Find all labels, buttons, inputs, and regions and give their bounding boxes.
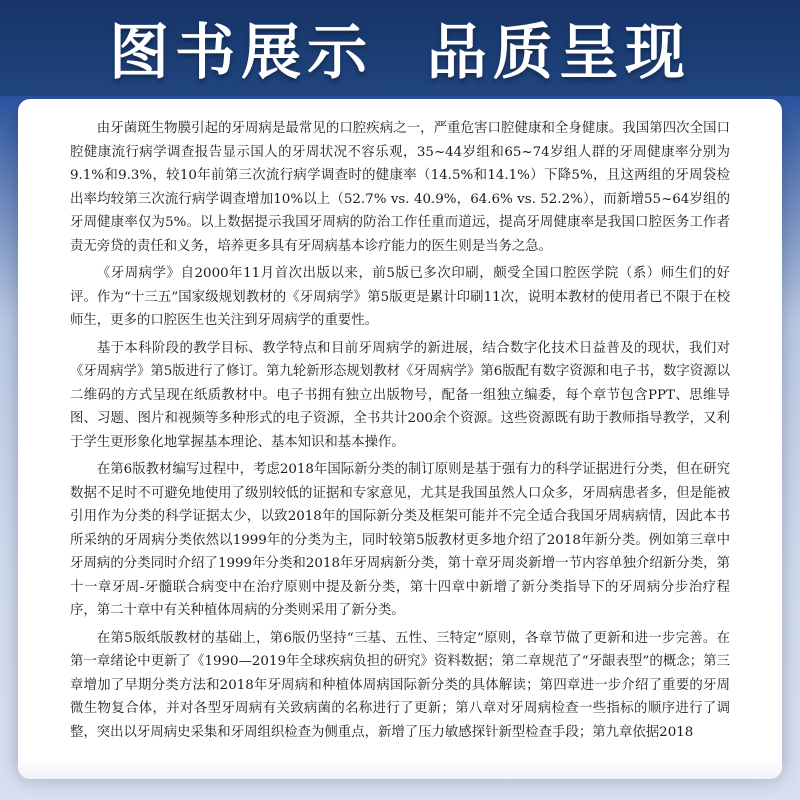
paragraph: 基于本科阶段的教学目标、教学特点和目前牙周病学的新进展，结合数字化技术日益普及的现状，我们对《牙周病学》第5版进行了修订。第九轮新形态规划教材《牙周病学》第6版配有数字资源和电子书，数字资源以二维码的方式呈现在纸质教材中。电子书拥有独立出版物号，配备一组独立编委，每个章节包含PPT、思维导图、习题、图片和视频等多种形式的电子资源，全书共计200余个资源。这些资源既有助于教师指导教学，又利于学生更形象化地掌握基本理论、基本知识和基本操作。 bbox=[70, 340, 730, 450]
paragraph: 在第5版纸版教材的基础上，第6版仍坚持“三基、五性、三特定”原则，各章节做了更新和进一步完善。在第一章绪论中更新了《1990—2019年全球疾病负担的研究》资料数据；第二章规范了“牙龈表型”的概念；第三章增加了早期分类方法和2018年牙周病和种植体周病国际新分类的具体解读；第四章进一步介绍了重要的牙周微生物复合体，并对各型牙周病有关致病菌的名称进行了更新；第八章对牙周病检查一些指标的顺序进行了调整，突出以牙周病史采集和牙周组织检查为侧重点，新增了压力敏感探针新型检查手段；第九章依据2018 bbox=[70, 630, 730, 740]
header-banner bbox=[0, 0, 800, 96]
banner-title: 图书展示 品质呈现 bbox=[109, 18, 691, 88]
paragraph: 由牙菌斑生物膜引起的牙周病是最常见的口腔疾病之一，严重危害口腔健康和全身健康。我国第四次全国口腔健康流行病学调查报告显示国人的牙周状况不容乐观，35~44岁组和65~74岁组人群的牙周健康率分别为9.1%和9.3%，较10年前第三次流行病学调查时的健康率（14.5%和14.1%）下降5%，且这两组的牙周袋检出率均较第三次流行病学调查增加10%以上（52.7% vs. 40.9%，64.6% vs. 52.2%），而新增55~64岁组的牙周健康率仅为5%。以上数据提示我国牙周病的防治工作任重而道远，提高牙周健康率是我国口腔医务工作者责无旁贷的责任和义务，培养更多具有牙周病基本诊疗能力的医生则是当务之急。 bbox=[70, 121, 730, 254]
paragraph: 在第6版教材编写过程中，考虑2018年国际新分类的制订原则是基于强有力的科学证据进行分类，但在研究数据不足时不可避免地使用了级别较低的证据和专家意见，尤其是我国虽然人口众多，牙周病患者多，但是能被引用作为分类的科学证据太少，以致2018年的国际新分类及框架可能并不完全适合我国牙周病病情，因此本书所采纳的牙周病分类依然以1999年的分类为主，同时较第5版教材更多地介绍了2018年新分类。例如第三章中牙周病的分类同时介绍了1999年分类和2018年牙周病新分类，第十章牙周炎新增一节内容单独介绍新分类，第十一章牙周-牙髓联合病变中在治疗原则中提及新分类，第十四章中新增了新分类指导下的牙周病分步治疗程序，第二十章中有关种植体周病的分类则采用了新分类。 bbox=[70, 462, 730, 618]
book-page-text bbox=[70, 117, 730, 748]
paragraph: 《牙周病学》自2000年11月首次出版以来，前5版已多次印刷，颇受全国口腔医学院（系）师生们的好评。作为“十三五”国家级规划教材的《牙周病学》第5版更是累计印刷11次，说明本教材的使用者已不限于在校师生，更多的口腔医生也关注到牙周病学的重要性。 bbox=[70, 266, 730, 328]
book-page-card bbox=[18, 99, 782, 779]
